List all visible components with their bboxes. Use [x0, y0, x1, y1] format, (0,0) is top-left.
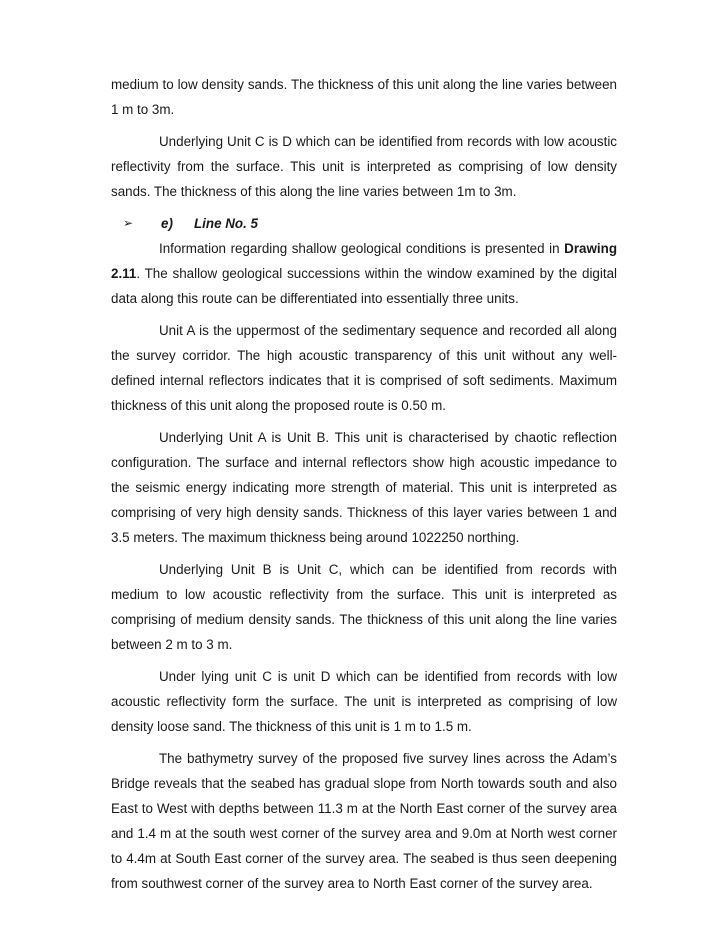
- arrow-bullet-icon: ➢: [123, 216, 134, 230]
- drawing-reference: Drawing 2.11: [111, 241, 617, 281]
- paragraph-unit-c: Underlying Unit B is Unit C, which can be identified from records with medium to low acoustic reflectivity from the surface. This unit is interpreted as comprising of medium density sands. The thickness of this unit along the line varies between 2 m to 3 m.: [111, 562, 617, 652]
- section-heading-title: Line No. 5: [194, 216, 258, 231]
- paragraph-text: Information regarding shallow geological conditions is presented in: [159, 241, 565, 256]
- paragraph-text: . The shallow geological successions within the window examined by the digital data along this route can be differentiated into essentially three units.: [111, 266, 617, 306]
- paragraph-bathymetry: The bathymetry survey of the proposed five survey lines across the Adam’s Bridge reveals that the seabed has gradual slope from North towards south and also East to West with depths between 11.3 m at the North East corner of the survey area and 1.4 m at the south west corner of the survey area and 9.0m at North west corner to 4.4m at South East corner of the survey area. The seabed is thus seen deepening from southwest corner of the survey area to North East corner of the survey area.: [111, 751, 617, 891]
- paragraph-unit-d-line-5: Under lying unit C is unit D which can be identified from records with low acoustic reflectivity form the surface. The unit is interpreted as comprising of low density loose sand. The thickness of this unit is 1 m to 1.5 m.: [111, 669, 617, 734]
- section-heading-line-5: [111, 211, 617, 236]
- paragraph-unit-d: Underlying Unit C is D which can be identified from records with low acoustic reflectivity from the surface. This unit is interpreted as comprising of low density sands. The thickness of this along the line varies between 1m to 3m.: [111, 134, 617, 199]
- section-heading-number: e): [161, 216, 173, 231]
- paragraph-unit-c-continued: medium to low density sands. The thickness of this unit along the line varies between 1 m to 3m.: [111, 77, 617, 117]
- paragraph-line-5-intro: [111, 236, 617, 311]
- paragraph-unit-a: Unit A is the uppermost of the sedimentary sequence and recorded all along the survey corridor. The high acoustic transparency of this unit without any well-defined internal reflectors indicates that it is comprised of soft sediments. Maximum thickness of this unit along the proposed route is 0.50 m.: [111, 323, 617, 413]
- document-page: [111, 72, 617, 903]
- paragraph-unit-b: Underlying Unit A is Unit B. This unit is characterised by chaotic reflection configuration. The surface and internal reflectors show high acoustic impedance to the seismic energy indicating more strength of material. This unit is interpreted as comprising of very high density sands. Thickness of this layer varies between 1 and 3.5 meters. The maximum thickness being around 1022250 northing.: [111, 430, 617, 545]
